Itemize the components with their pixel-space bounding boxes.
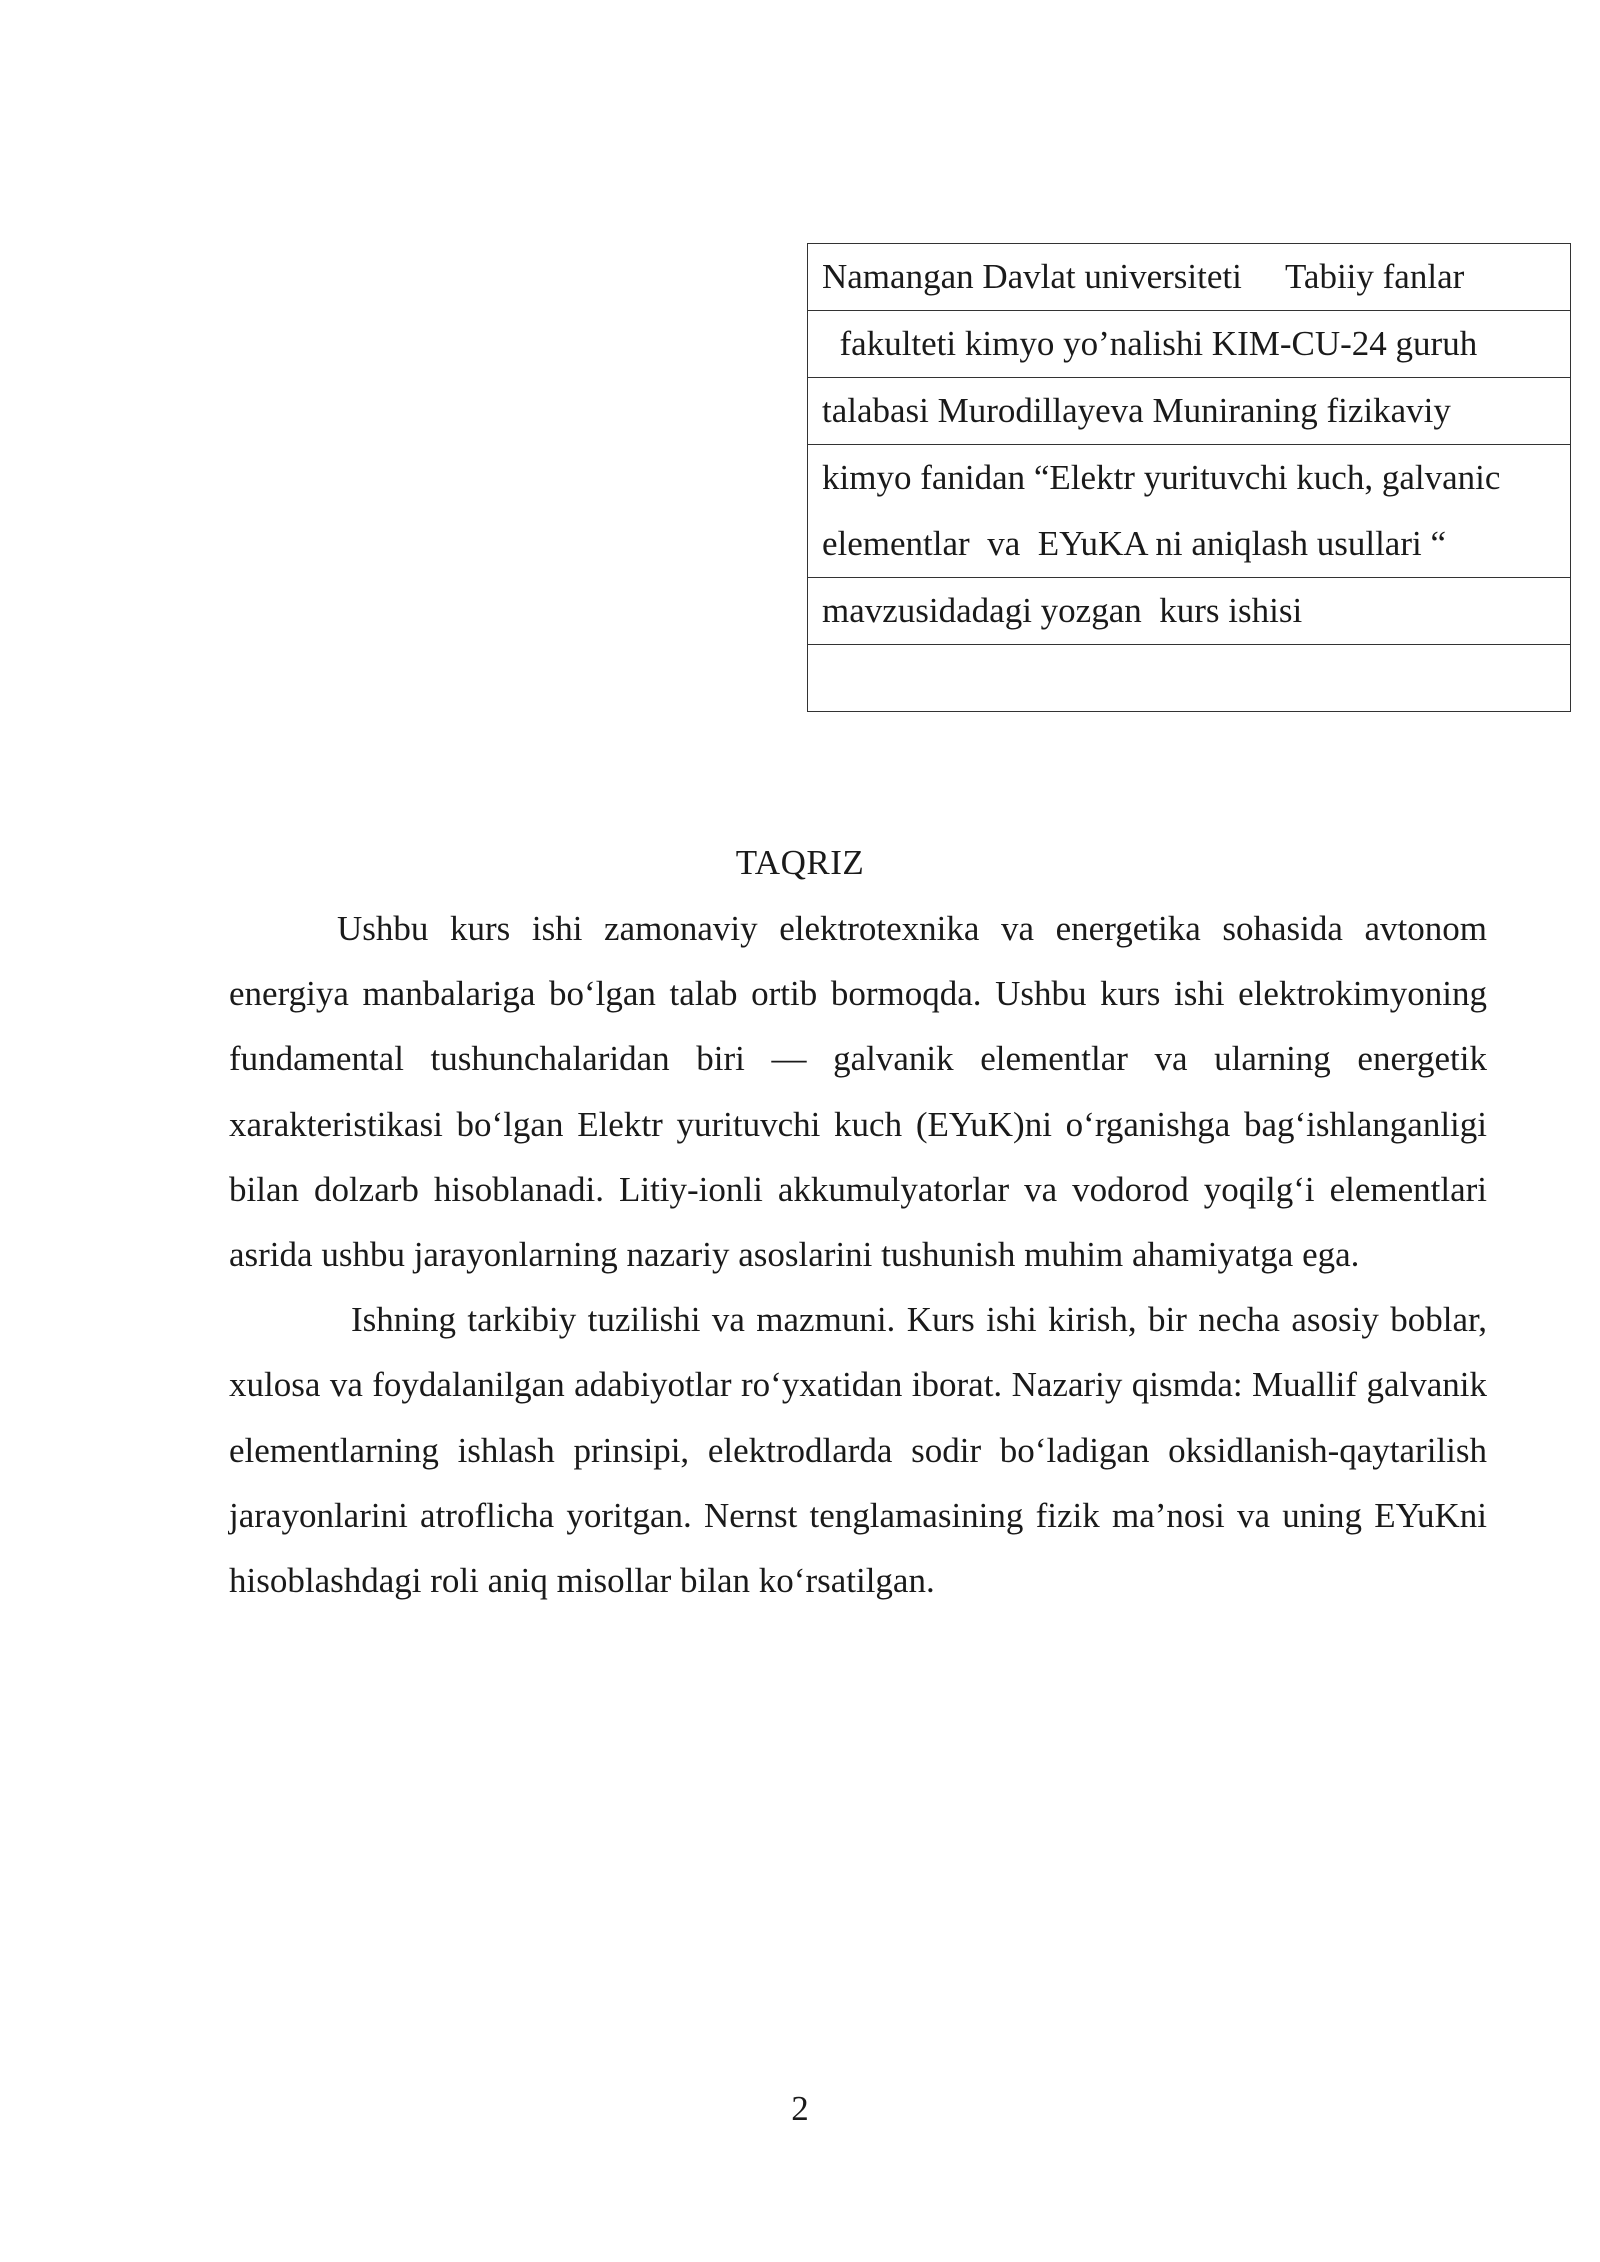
table-cell-line: elementlar va EYuKA ni aniqlash usullari “ [822, 524, 1447, 563]
table-cell: fakulteti kimyo yo’nalishi KIM-CU-24 guruh [808, 311, 1571, 378]
table-cell-line: kimyo fanidan “Elektr yurituvchi kuch, galvanic [822, 458, 1501, 497]
table-cell: Namangan Davlat universiteti Tabiiy fanlar [808, 244, 1571, 311]
paragraph: Ushbu kurs ishi zamonaviy elektrotexnika va energetika sohasida avtonom energiya manbalariga bo‘lgan talab ortib bormoqda. Ushbu kurs ishi elektrokimyoning fundamental tushunchalaridan biri — galvanik elementlar va ularning energetik xarakteristikasi bo‘lgan Elektr yurituvchi kuch (EYuK)ni o‘rganishga bag‘ishlanganligi bilan dolzarb hisoblanadi. Litiy-ionli akkumulyatorlar va vodorod yoqilg‘i elementlari asrida ushbu jarayonlarning nazariy asoslarini tushunish muhim ahamiyatga ega. [229, 909, 1487, 1275]
table-cell [808, 445, 1571, 578]
table-cell: mavzusidadagi yozgan kurs ishisi [808, 578, 1571, 645]
page-number: 2 [791, 2089, 809, 2128]
table-row [808, 244, 1571, 311]
table-row [808, 445, 1571, 578]
table-cell: talabasi Murodillayeva Muniraning fizikaviy [808, 378, 1571, 445]
document-body [229, 896, 1487, 1613]
table-cell [808, 645, 1571, 712]
table-row [808, 378, 1571, 445]
table-row [808, 578, 1571, 645]
document-title: TAQRIZ [735, 843, 865, 882]
paragraph: Ishning tarkibiy tuzilishi va mazmuni. Kurs ishi kirish, bir necha asosiy boblar, xulosa va foydalanilgan adabiyotlar ro‘yxatidan iborat. Nazariy qismda: Muallif galvanik elementlarning ishlash prinsipi, elektrodlarda sodir bo‘ladigan oksidlanish-qaytarilish jarayonlarini atroflicha yoritgan. Nernst tenglamasining fizik ma’nosi va uning EYuKni hisoblashdagi roli aniq misollar bilan ko‘rsatilgan. [229, 1300, 1487, 1601]
author-info-table [807, 243, 1571, 712]
table-row [808, 311, 1571, 378]
table-row [808, 645, 1571, 712]
